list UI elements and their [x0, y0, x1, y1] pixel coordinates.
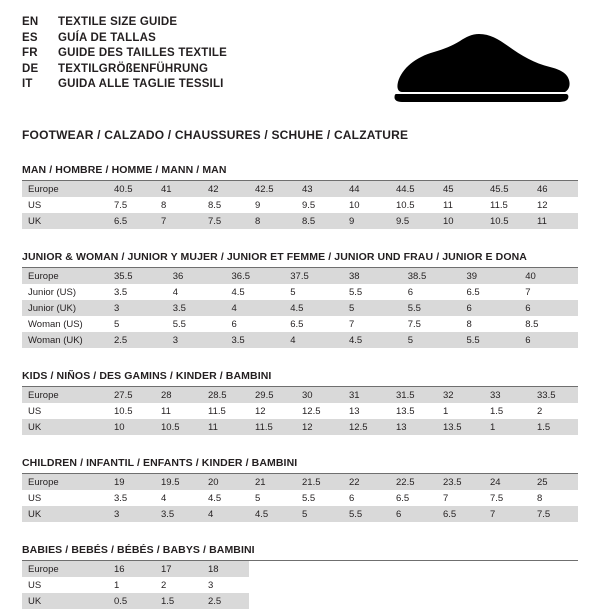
- row-label: Woman (UK): [22, 332, 108, 348]
- cell: 4: [284, 332, 343, 348]
- cell: 4.5: [226, 284, 285, 300]
- language-title: GUÍA DE TALLAS: [58, 31, 156, 44]
- cell: 8: [155, 197, 202, 213]
- row-label: Europe: [22, 268, 108, 284]
- cell: 5: [284, 284, 343, 300]
- table-row: [22, 197, 578, 213]
- cell: 11: [437, 197, 484, 213]
- table-row: [22, 561, 578, 577]
- cell: 5.5: [343, 284, 402, 300]
- cell: 9: [249, 197, 296, 213]
- cell: 8: [461, 316, 520, 332]
- cell: 1: [484, 419, 531, 435]
- cell-empty: [437, 561, 484, 577]
- language-row: [22, 32, 227, 48]
- cell: 4.5: [343, 332, 402, 348]
- cell-empty: [437, 593, 484, 609]
- cell: 7: [437, 490, 484, 506]
- cell: 4: [167, 284, 226, 300]
- size-table-children: [22, 474, 578, 522]
- size-block-man: [22, 164, 578, 229]
- cell: 31: [343, 387, 390, 403]
- cell: 12: [531, 197, 578, 213]
- row-label: Europe: [22, 181, 108, 197]
- cell: 6.5: [461, 284, 520, 300]
- cell: 7.5: [484, 490, 531, 506]
- cell: 7: [155, 213, 202, 229]
- cell-empty: [343, 577, 390, 593]
- cell: 22: [343, 474, 390, 490]
- cell: 36.5: [226, 268, 285, 284]
- language-title: TEXTILGRÖßENFÜHRUNG: [58, 62, 209, 75]
- cell: 7.5: [108, 197, 155, 213]
- cell: 38: [343, 268, 402, 284]
- cell: 41: [155, 181, 202, 197]
- cell: 17: [155, 561, 202, 577]
- table-row: [22, 403, 578, 419]
- language-code: IT: [22, 78, 33, 90]
- cell: 40: [519, 268, 578, 284]
- cell: 16: [108, 561, 155, 577]
- cell: 11: [531, 213, 578, 229]
- cell: 5: [249, 490, 296, 506]
- cell: 9.5: [296, 197, 343, 213]
- cell: 11.5: [249, 419, 296, 435]
- cell: 6: [343, 490, 390, 506]
- language-title-list: [22, 16, 227, 94]
- cell: 5: [402, 332, 461, 348]
- cell: 6.5: [284, 316, 343, 332]
- cell: 7: [484, 506, 531, 522]
- cell: 42.5: [249, 181, 296, 197]
- language-title: GUIDA ALLE TAGLIE TESSILI: [58, 78, 224, 90]
- cell: 20: [202, 474, 249, 490]
- cell: 45.5: [484, 181, 531, 197]
- cell: 8.5: [202, 197, 249, 213]
- cell: 11.5: [484, 197, 531, 213]
- cell: 35.5: [108, 268, 167, 284]
- table-row: [22, 268, 578, 284]
- size-table-junior-woman: [22, 268, 578, 348]
- language-title: TEXTILE SIZE GUIDE: [58, 16, 178, 28]
- cell-empty: [296, 577, 343, 593]
- row-label: Junior (UK): [22, 300, 108, 316]
- cell: 7: [519, 284, 578, 300]
- cell: 25: [531, 474, 578, 490]
- cell: 33: [484, 387, 531, 403]
- block-title: JUNIOR & WOMAN / JUNIOR Y MUJER / JUNIOR ET FEMME / JUNIOR UND FRAU / JUNIOR E DONA: [22, 251, 578, 268]
- cell: 2: [531, 403, 578, 419]
- size-block-children: [22, 457, 578, 522]
- table-row: [22, 213, 578, 229]
- cell: 1.5: [484, 403, 531, 419]
- cell: 6.5: [108, 213, 155, 229]
- cell: 3: [108, 300, 167, 316]
- cell: 1.5: [155, 593, 202, 609]
- cell: 6: [519, 300, 578, 316]
- category-title: FOOTWEAR / CALZADO / CHAUSSURES / SCHUHE / CALZATURE: [22, 128, 409, 142]
- cell: 13: [343, 403, 390, 419]
- cell: 3.5: [226, 332, 285, 348]
- dress-shoe-icon: [382, 30, 572, 114]
- cell: 11: [202, 419, 249, 435]
- cell: 7.5: [202, 213, 249, 229]
- row-label: Europe: [22, 387, 108, 403]
- cell: 46: [531, 181, 578, 197]
- cell: 45: [437, 181, 484, 197]
- cell: 7.5: [531, 506, 578, 522]
- size-block-junior-woman: [22, 251, 578, 348]
- cell: 8.5: [296, 213, 343, 229]
- cell: 2: [155, 577, 202, 593]
- cell: 9.5: [390, 213, 437, 229]
- cell-empty: [296, 593, 343, 609]
- cell: 5.5: [296, 490, 343, 506]
- cell-empty: [249, 577, 296, 593]
- language-code: FR: [22, 47, 38, 59]
- block-title: BABIES / BEBÉS / BÉBÉS / BABYS / BAMBINI: [22, 544, 578, 561]
- row-label: US: [22, 197, 108, 213]
- cell: 1.5: [531, 419, 578, 435]
- cell: 5.5: [461, 332, 520, 348]
- table-row: [22, 387, 578, 403]
- cell: 32: [437, 387, 484, 403]
- cell: 10: [343, 197, 390, 213]
- cell: 8.5: [519, 316, 578, 332]
- cell: 29.5: [249, 387, 296, 403]
- cell: 10.5: [390, 197, 437, 213]
- cell: 6: [226, 316, 285, 332]
- cell: 6.5: [390, 490, 437, 506]
- cell: 5.5: [343, 506, 390, 522]
- cell: 13: [390, 419, 437, 435]
- cell: 31.5: [390, 387, 437, 403]
- language-row: [22, 63, 227, 79]
- cell: 23.5: [437, 474, 484, 490]
- cell-empty: [343, 561, 390, 577]
- row-label: UK: [22, 419, 108, 435]
- cell-empty: [484, 577, 531, 593]
- cell: 4.5: [202, 490, 249, 506]
- language-row: [22, 16, 227, 32]
- cell: 10.5: [484, 213, 531, 229]
- row-label: UK: [22, 593, 108, 609]
- cell-empty: [249, 593, 296, 609]
- cell: 19.5: [155, 474, 202, 490]
- cell-empty: [437, 577, 484, 593]
- cell: 4: [226, 300, 285, 316]
- cell: 3: [167, 332, 226, 348]
- cell: 10.5: [108, 403, 155, 419]
- cell: 3.5: [108, 284, 167, 300]
- cell: 6: [390, 506, 437, 522]
- cell: 24: [484, 474, 531, 490]
- cell: 12: [249, 403, 296, 419]
- cell: 21: [249, 474, 296, 490]
- cell: 22.5: [390, 474, 437, 490]
- row-label: US: [22, 490, 108, 506]
- cell: 42: [202, 181, 249, 197]
- cell: 12.5: [343, 419, 390, 435]
- cell: 10: [108, 419, 155, 435]
- table-row: [22, 474, 578, 490]
- language-row: [22, 78, 227, 94]
- language-code: DE: [22, 62, 39, 75]
- cell: 4: [155, 490, 202, 506]
- cell: 7: [343, 316, 402, 332]
- table-row: [22, 577, 578, 593]
- cell: 5: [296, 506, 343, 522]
- cell: 27.5: [108, 387, 155, 403]
- cell: 13.5: [390, 403, 437, 419]
- cell: 3.5: [108, 490, 155, 506]
- cell: 43: [296, 181, 343, 197]
- cell: 3.5: [167, 300, 226, 316]
- size-block-kids: [22, 370, 578, 435]
- cell: 39: [461, 268, 520, 284]
- cell: 11.5: [202, 403, 249, 419]
- block-title: MAN / HOMBRE / HOMME / MANN / MAN: [22, 164, 578, 181]
- cell: 11: [155, 403, 202, 419]
- cell: 18: [202, 561, 249, 577]
- cell: 5.5: [402, 300, 461, 316]
- cell-empty: [296, 561, 343, 577]
- cell: 9: [343, 213, 390, 229]
- cell: 6: [402, 284, 461, 300]
- row-label: UK: [22, 213, 108, 229]
- block-title: CHILDREN / INFANTIL / ENFANTS / KINDER / BAMBINI: [22, 457, 578, 474]
- size-block-babies: [22, 544, 578, 609]
- cell: 44: [343, 181, 390, 197]
- cell-empty: [484, 561, 531, 577]
- table-row: [22, 316, 578, 332]
- cell: 4.5: [249, 506, 296, 522]
- cell-empty: [249, 561, 296, 577]
- table-row: [22, 332, 578, 348]
- row-label: Junior (US): [22, 284, 108, 300]
- page-header: [22, 16, 578, 114]
- table-row: [22, 506, 578, 522]
- table-row: [22, 419, 578, 435]
- cell: 5: [343, 300, 402, 316]
- row-label: Europe: [22, 561, 108, 577]
- language-code: EN: [22, 16, 39, 28]
- size-table-babies: [22, 561, 578, 609]
- row-label: Europe: [22, 474, 108, 490]
- cell-empty: [343, 593, 390, 609]
- cell-empty: [390, 577, 437, 593]
- cell: 40.5: [108, 181, 155, 197]
- cell: 5: [108, 316, 167, 332]
- cell: 3: [202, 577, 249, 593]
- cell: 21.5: [296, 474, 343, 490]
- cell: 4.5: [284, 300, 343, 316]
- cell-empty: [390, 561, 437, 577]
- cell: 36: [167, 268, 226, 284]
- cell: 38.5: [402, 268, 461, 284]
- cell: 12: [296, 419, 343, 435]
- language-title: GUIDE DES TAILLES TEXTILE: [58, 47, 227, 59]
- cell: 3.5: [155, 506, 202, 522]
- language-row: [22, 47, 227, 63]
- cell: 44.5: [390, 181, 437, 197]
- cell: 10: [437, 213, 484, 229]
- cell: 0.5: [108, 593, 155, 609]
- cell: 6: [519, 332, 578, 348]
- cell: 8: [249, 213, 296, 229]
- cell: 8: [531, 490, 578, 506]
- cell: 19: [108, 474, 155, 490]
- cell-empty: [531, 593, 578, 609]
- language-code: ES: [22, 31, 38, 44]
- cell: 13.5: [437, 419, 484, 435]
- row-label: US: [22, 403, 108, 419]
- row-label: UK: [22, 506, 108, 522]
- cell: 5.5: [167, 316, 226, 332]
- cell: 1: [108, 577, 155, 593]
- cell: 28: [155, 387, 202, 403]
- cell: 33.5: [531, 387, 578, 403]
- size-table-kids: [22, 387, 578, 435]
- cell-empty: [531, 561, 578, 577]
- size-table-man: [22, 181, 578, 229]
- row-label: Woman (US): [22, 316, 108, 332]
- cell: 10.5: [155, 419, 202, 435]
- cell-empty: [390, 593, 437, 609]
- cell: 28.5: [202, 387, 249, 403]
- table-row: [22, 490, 578, 506]
- table-row: [22, 300, 578, 316]
- cell-empty: [484, 593, 531, 609]
- cell: 6.5: [437, 506, 484, 522]
- block-title: KIDS / NIÑOS / DES GAMINS / KINDER / BAMBINI: [22, 370, 578, 387]
- cell: 12.5: [296, 403, 343, 419]
- table-row: [22, 593, 578, 609]
- cell: 30: [296, 387, 343, 403]
- table-row: [22, 284, 578, 300]
- cell: 7.5: [402, 316, 461, 332]
- cell: 2.5: [108, 332, 167, 348]
- row-label: US: [22, 577, 108, 593]
- cell: 37.5: [284, 268, 343, 284]
- table-row: [22, 181, 578, 197]
- cell: 6: [461, 300, 520, 316]
- cell: 1: [437, 403, 484, 419]
- cell: 4: [202, 506, 249, 522]
- cell: 2.5: [202, 593, 249, 609]
- cell-empty: [531, 577, 578, 593]
- cell: 3: [108, 506, 155, 522]
